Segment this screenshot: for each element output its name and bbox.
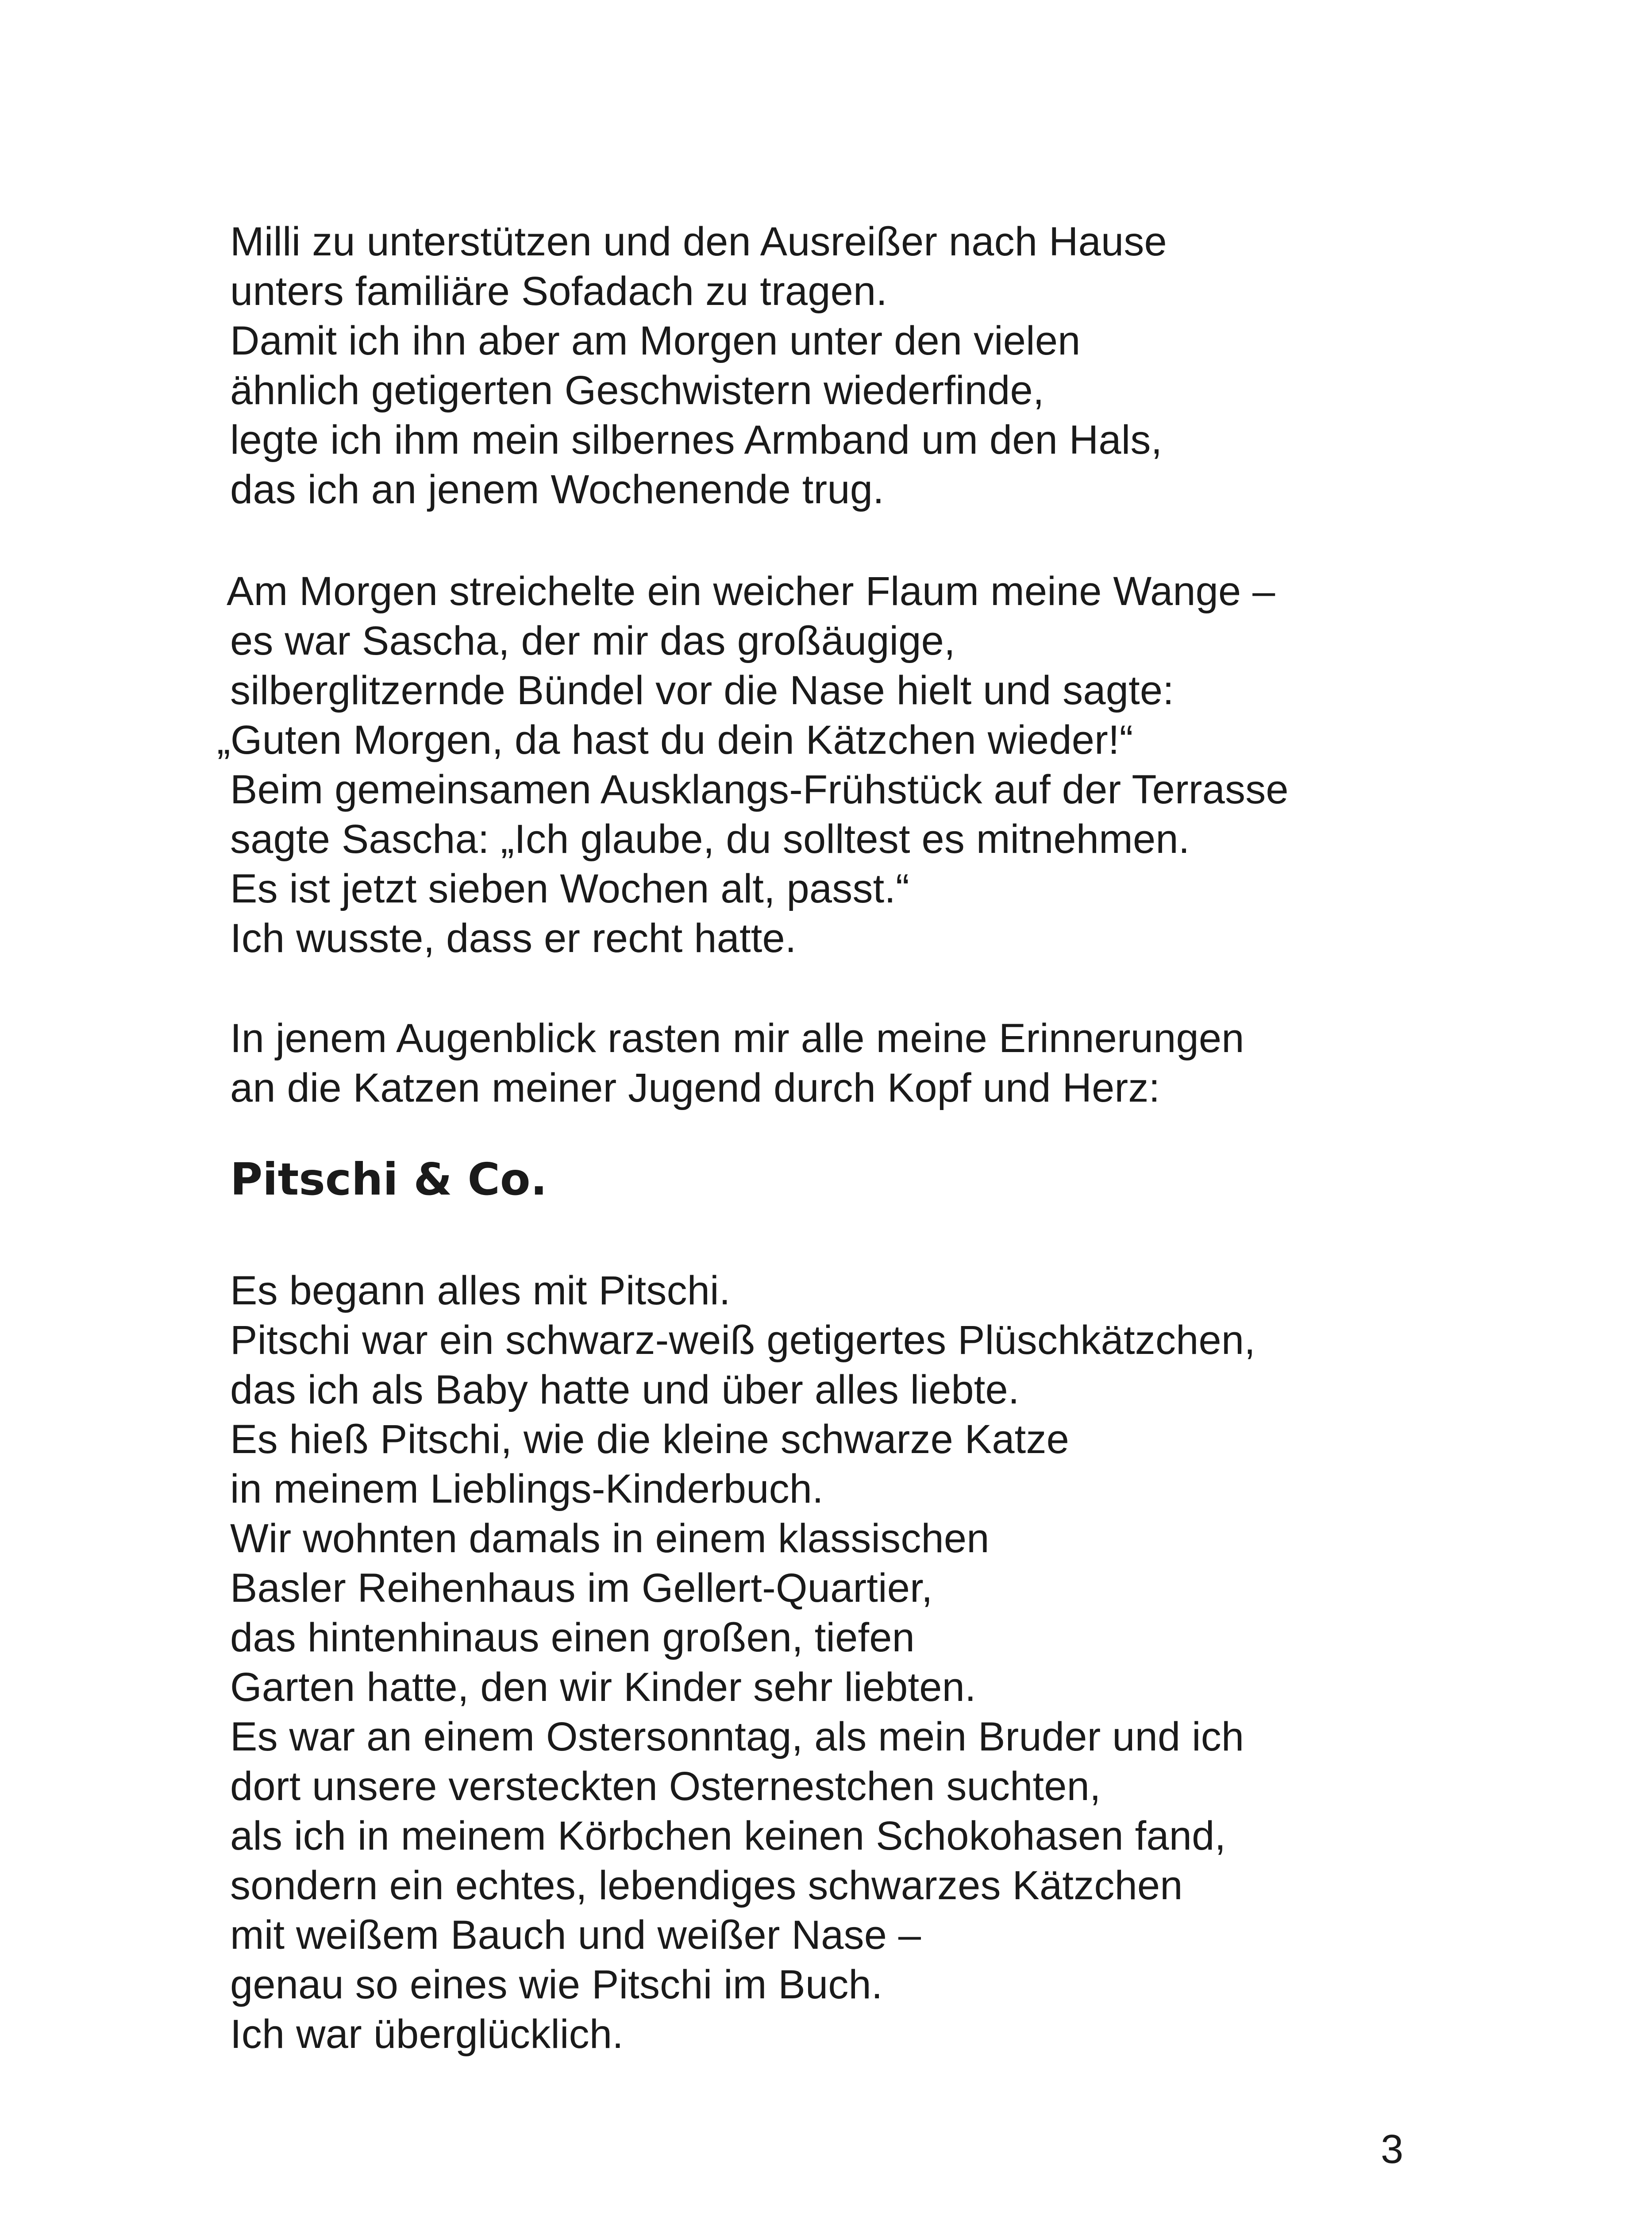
text-line: Am Morgen streichelte ein weicher Flaum meine Wange – <box>227 569 1275 614</box>
text-line: genau so eines wie Pitschi im Buch. <box>230 1962 883 2007</box>
text-line: Ich war überglücklich. <box>230 2012 624 2057</box>
text-line: als ich in meinem Körbchen keinen Schokohasen fand, <box>230 1813 1226 1858</box>
text-line: „Guten Morgen, da hast du dein Kätzchen wieder!“ <box>217 717 1133 763</box>
text-line: Basler Reihenhaus im Gellert-Quartier, <box>230 1565 933 1611</box>
text-line: ähnlich getigerten Geschwistern wiederfinde, <box>230 368 1044 413</box>
text-line: unters familiäre Sofadach zu tragen. <box>230 269 888 314</box>
text-line: das ich als Baby hatte und über alles liebte. <box>230 1367 1020 1412</box>
text-line: In jenem Augenblick rasten mir alle meine Erinnerungen <box>230 1016 1244 1061</box>
text-line: Garten hatte, den wir Kinder sehr liebten. <box>230 1665 976 1710</box>
text-line: sondern ein echtes, lebendiges schwarzes Kätzchen <box>230 1863 1183 1908</box>
text-line: Damit ich ihn aber am Morgen unter den vielen <box>230 318 1081 363</box>
text-line: silberglitzernde Bündel vor die Nase hielt und sagte: <box>230 668 1174 713</box>
text-line: Wir wohnten damals in einem klassischen <box>230 1516 990 1561</box>
page-number: 3 <box>1381 2127 1404 2172</box>
text-line: Es begann alles mit Pitschi. <box>230 1268 731 1313</box>
text-line: Ich wusste, dass er recht hatte. <box>230 916 797 961</box>
text-line: dort unsere versteckten Osternestchen suchten, <box>230 1764 1101 1809</box>
text-line: Es hieß Pitschi, wie die kleine schwarze Katze <box>230 1417 1070 1462</box>
text-line: es war Sascha, der mir das großäugige, <box>230 618 955 663</box>
text-line: Pitschi war ein schwarz-weiß getigertes Plüschkätzchen, <box>230 1318 1256 1363</box>
text-line: das hintenhinaus einen großen, tiefen <box>230 1615 915 1660</box>
section-heading: Pitschi & Co. <box>230 1153 547 1205</box>
text-line: in meinem Lieblings-Kinderbuch. <box>230 1466 824 1511</box>
text-line: das ich an jenem Wochenende trug. <box>230 467 884 512</box>
text-line: sagte Sascha: „Ich glaube, du solltest es mitnehmen. <box>230 817 1190 862</box>
text-line: Beim gemeinsamen Ausklangs-Frühstück auf der Terrasse <box>230 767 1289 812</box>
text-line: Es ist jetzt sieben Wochen alt, passt.“ <box>230 866 910 911</box>
text-line: Milli zu unterstützen und den Ausreißer nach Hause <box>230 219 1167 264</box>
text-line: mit weißem Bauch und weißer Nase – <box>230 1912 921 1958</box>
text-line: legte ich ihm mein silbernes Armband um den Hals, <box>230 417 1163 463</box>
text-line: an die Katzen meiner Jugend durch Kopf und Herz: <box>230 1065 1160 1110</box>
text-line: Es war an einem Ostersonntag, als mein Bruder und ich <box>230 1714 1244 1759</box>
